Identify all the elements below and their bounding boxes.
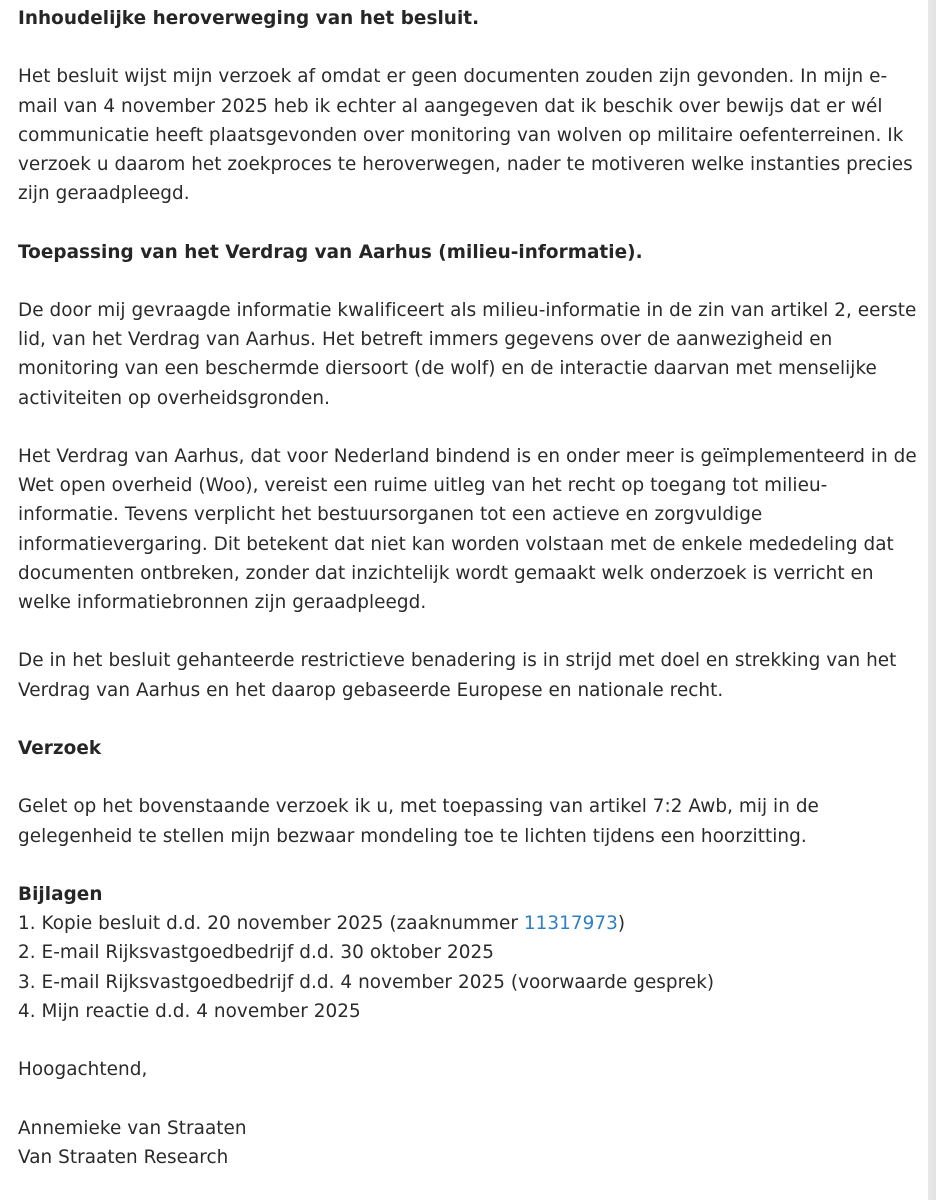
signature [18, 1114, 924, 1172]
attachment-item-4: 4. Mijn reactie d.d. 4 november 2025 [18, 1000, 361, 1022]
paragraph-review: Het besluit wijst mijn verzoek af omdat er geen documenten zouden zijn gevonden. In mijn e-mail van 4 november 2025 heb ik echter al aangegeven dat ik beschik over bewijs dat er wél communicatie heeft plaatsgevonden over monitoring van wolven op militaire oefenterreinen. Ik verzoek u daarom het zoekproces te heroverwegen, nader te motiveren welke instanties precies zijn geraadpleegd. [18, 66, 913, 205]
closing-greeting: Hoogachtend, [18, 1059, 148, 1081]
paragraph-request: Gelet op het bovenstaande verzoek ik u, met toepassing van artikel 7:2 Awb, mij in de gelegenheid te stellen mijn bezwaar mondeling toe te lichten tijdens een hoorzitting. [18, 796, 819, 847]
attachment-item-2: 2. E-mail Rijksvastgoedbedrijf d.d. 30 oktober 2025 [18, 942, 494, 964]
attachments-section [18, 880, 924, 1026]
paragraph-aarhus-2: Het Verdrag van Aarhus, dat voor Nederland bindend is en onder meer is geïmplementeerd in de Wet open overheid (Woo), vereist een ruime uitleg van het recht op toegang tot milieu-informatie. Tevens verplicht het bestuursorganen tot een actieve en zorgvuldige informatievergaring. Dit betekent dat niet kan worden volstaan met de enkele mededeling dat documenten ontbreken, zonder dat inzichtelijk wordt gemaakt welk onderzoek is verricht en welke informatiebronnen zijn geraadpleegd. [18, 445, 917, 613]
paragraph-aarhus-1: De door mij gevraagde informatie kwalificeert als milieu-informatie in de zin van artikel 2, eerste lid, van het Verdrag van Aarhus. Het betreft immers gegevens over de aanwezigheid en monitoring van een beschermde diersoort (de wolf) en de interactie daarvan met menselijke activiteiten op overheidsgronden. [18, 299, 917, 409]
heading-request: Verzoek [18, 737, 102, 759]
signature-organization: Van Straaten Research [18, 1146, 229, 1168]
page-edge [928, 0, 936, 1200]
attachment-item-1 [18, 909, 924, 938]
attachment-item-1-text: 1. Kopie besluit d.d. 20 november 2025 (zaaknummer [18, 913, 524, 935]
heading-review: Inhoudelijke heroverweging van het besluit. [18, 8, 480, 29]
attachments-list [18, 909, 924, 1026]
letter-body [18, 4, 924, 1172]
attachment-item-3: 3. E-mail Rijksvastgoedbedrijf d.d. 4 november 2025 (voorwaarde gesprek) [18, 971, 715, 993]
case-number-link[interactable]: 11317973 [523, 913, 618, 935]
heading-aarhus: Toepassing van het Verdrag van Aarhus (milieu-informatie). [18, 241, 643, 263]
attachments-title: Bijlagen [18, 883, 103, 905]
paragraph-aarhus-3: De in het besluit gehanteerde restrictieve benadering is in strijd met doel en strekking van het Verdrag van Aarhus en het daarop gebaseerde Europese en nationale recht. [18, 650, 897, 701]
signature-name: Annemieke van Straaten [18, 1117, 247, 1139]
attachment-item-1-suffix: ) [617, 913, 626, 935]
